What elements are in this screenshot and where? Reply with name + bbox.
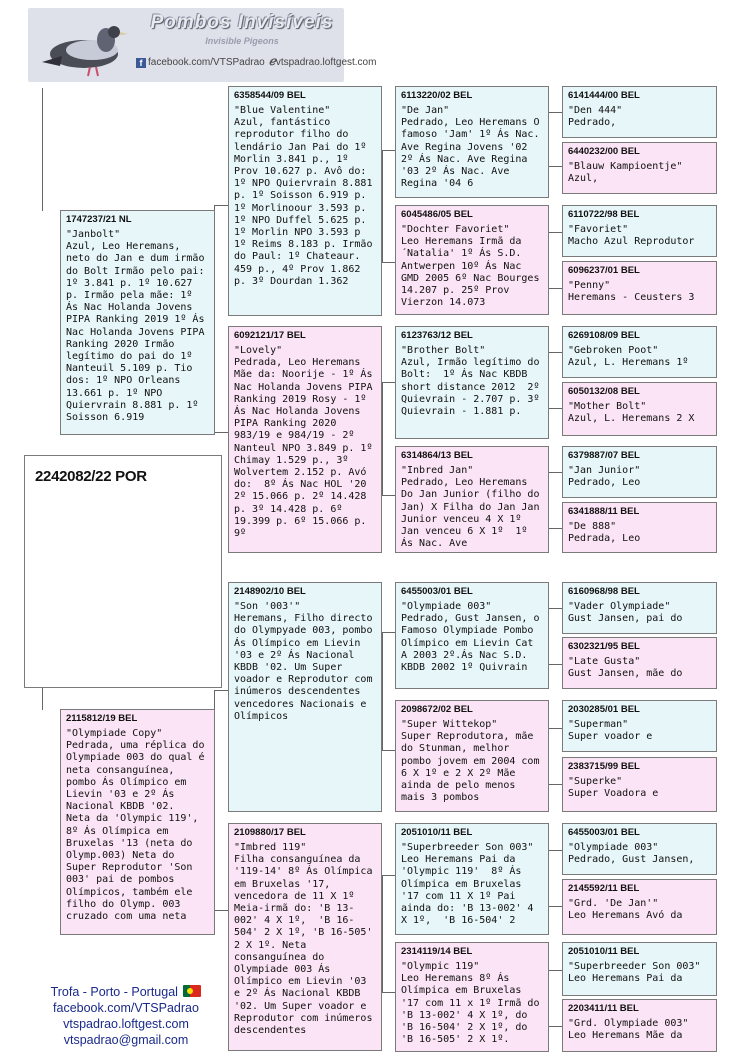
- gen4-box: [562, 582, 717, 634]
- pigeon-description: "Gebroken Poot" Azul, L. Heremans 1º: [568, 345, 689, 369]
- pigeon-ring: 6092121/17 BEL: [234, 330, 306, 341]
- pigeon-description: "De 888" Pedrada, Leo: [568, 521, 641, 545]
- pigeon-ring: 6341888/11 BEL: [568, 506, 640, 517]
- pigeon-ring: 6302321/95 BEL: [568, 641, 640, 652]
- pigeon-ring: 6455003/01 BEL: [401, 586, 473, 597]
- footer-location: Trofa - Porto - Portugal: [50, 985, 178, 999]
- footer-facebook-link[interactable]: facebook.com/VTSPadrao: [53, 1001, 199, 1015]
- pigeon-description: "Vader Olympiade" Gust Jansen, pai do: [568, 601, 683, 625]
- gen4-box: [562, 326, 717, 378]
- pigeon-ring: 6045486/05 BEL: [401, 209, 473, 220]
- pigeon-description: "Imbred 119" Filha consanguínea da '119-14' 8º Ás Olímpica em Bruxelas '17, vencedora de 11 X 1º Meia-irmã do: 'B 13-002' 4 X 1º, 'B 16-504' 2 X 1º, 'B 16-505' 2 X 1º. Neta consanguínea do Olympiade 003 Ás Olímpico em Lievin '03 e 2º Ás Nacional KBDB '02. Um Super voador e Reprodutor com inúmeros descendentes: [234, 842, 373, 1037]
- gen4-box: [562, 142, 717, 194]
- gen3-box: [395, 700, 549, 812]
- pigeon-ring: 2148902/10 BEL: [234, 586, 306, 597]
- pigeon-description: "Penny" Heremans - Ceusters 3: [568, 280, 695, 304]
- pigeon-description: "Favoriet" Macho Azul Reprodutor: [568, 224, 695, 248]
- gen4-box: [562, 86, 717, 138]
- gen3-box: [395, 205, 549, 315]
- pigeon-ring: 2109880/17 BEL: [234, 827, 306, 838]
- pigeon-ring: 2145592/11 BEL: [568, 883, 640, 894]
- pigeon-ring: 6358544/09 BEL: [234, 90, 306, 101]
- pigeon-ring: 6455003/01 BEL: [568, 827, 640, 838]
- pigeon-ring: 6269108/09 BEL: [568, 330, 640, 341]
- pigeon-description: "Olympiade 003" Pedrado, Gust Jansen,: [568, 842, 695, 866]
- gen3-box: [395, 446, 549, 553]
- facebook-icon: f: [136, 58, 146, 68]
- pigeon-description: "Blue Valentine" Azul, fantástico reprodutor filho do lendário Jan Pai do 1º Morlin 3.841 p., 1º Prov 10.627 p. Avô do: 1º NPO Quiervrain 8.881 p. 1º Soisson 6.919 p. 1º Morlinoour 3.593 p. 1º NPO Duffel 5.625 p. 1º Morlin NPO 3.593 p 1º Reims 8.183 p. Irmão do Paul: 1º Chateaur. 459 p., 4º Prov 1.862 p. 3º Dourdan 1.362: [234, 105, 373, 287]
- gen4-box: [562, 700, 717, 752]
- contact-footer: [28, 984, 224, 1048]
- footer-location-line: [28, 984, 224, 1000]
- pigeon-description: "Brother Bolt" Azul, Irmão legítimo do Bolt: 1º Ás Nac KBDB short distance 2012 2º Quievrain - 2.707 p. 3º Quievrain - 1.881 p.: [401, 345, 540, 418]
- gen4-box: [562, 205, 717, 257]
- pigeon-ring: 6113220/02 BEL: [401, 90, 473, 101]
- pigeon-logo: [32, 12, 136, 80]
- gen2-box: [228, 823, 382, 1051]
- subject-ring: 2242082/22 POR: [35, 468, 147, 485]
- pigeon-description: "Son '003'" Heremans, Filho directo do Olympyade 003, pombo Ás Olímpico em Lievin '03 e 2º Ás Nacional KBDB '02. Um Super voador e Reprodutor com inúmeros descendentes vencedores Nacionais e Olímpicos: [234, 601, 373, 722]
- gen3-box: [395, 823, 549, 935]
- pigeon-ring: 6096237/01 BEL: [568, 265, 640, 276]
- pigeon-ring: 2051010/11 BEL: [568, 946, 640, 957]
- banner-subtitle: Invisible Pigeons: [205, 36, 279, 46]
- pigeon-ring: 2115812/19 BEL: [66, 713, 138, 724]
- gen4-box: [562, 879, 717, 935]
- pigeon-description: "De Jan" Pedrado, Leo Heremans O famoso 'Jam' 1º Ás Nac. Ave Regina Jovens '02 2º Ás Nac. Ave Regina '03 2º Ás Nac. Ave Regina '04 6: [401, 105, 540, 190]
- pigeon-ring: 6050132/08 BEL: [568, 386, 640, 397]
- pigeon-ring: 2383715/99 BEL: [568, 761, 640, 772]
- gen3-box: [395, 942, 549, 1052]
- pigeon-description: "Lovely" Pedrada, Leo Heremans Mãe da: Noorije - 1º Ás Nac Holanda Jovens PIPA Ranking 2019 Rosy - 1º Ás Nac Holanda Jovens PIPA Ranking 2020 983/19 e 984/19 - 2º Nanteul NPO 3.849 p. 1º Chimay 1.529 p., 3º Wolvertem 2.152 p. Avó do: 8º Ás Nac HOL '20 2º 15.066 p. 2º 14.428 p. 3º 14.428 p. 6º 19.399 p. 6º 15.066 p. 9º: [234, 345, 373, 540]
- gen2-box: [228, 582, 382, 812]
- pigeon-description: "Superke" Super Voadora e: [568, 776, 659, 800]
- dam-box: [60, 709, 215, 935]
- pigeon-ring: 2098672/02 BEL: [401, 704, 473, 715]
- gen2-box: [228, 326, 382, 553]
- pigeon-ring: 6379887/07 BEL: [568, 450, 640, 461]
- pigeon-description: "Super Wittekop" Super Reprodutora, mãe do Stunman, melhor pombo jovem em 2004 com 6 X 1º e 2 X 2º Mãe ainda de pelo menos mais 3 pombos: [401, 719, 540, 804]
- gen4-box: [562, 382, 717, 436]
- pigeon-description: "Superbreeder Son 003" Leo Heremans Pai da: [568, 961, 701, 985]
- pigeon-description: "Superman" Super voador e: [568, 719, 653, 743]
- pigeon-description: "Olympiade 003" Pedrado, Gust Jansen, o Famoso Olympiade Pombo Olímpico em Lievin Cat A 2003 2º.Ás Nac S.D. KBDB 2002 1º Quivrain: [401, 601, 540, 674]
- gen3-box: [395, 86, 549, 198]
- gen4-box: [562, 637, 717, 689]
- footer-email-link[interactable]: vtspadrao@gmail.com: [63, 1033, 189, 1047]
- pigeon-ring: 2051010/11 BEL: [401, 827, 473, 838]
- gen4-box: [562, 502, 717, 553]
- pigeon-ring: 6141444/00 BEL: [568, 90, 640, 101]
- pigeon-ring: 6440232/00 BEL: [568, 146, 640, 157]
- gen4-box: [562, 999, 717, 1052]
- banner-links: [136, 54, 377, 68]
- pigeon-ring: 6160968/98 BEL: [568, 586, 640, 597]
- pigeon-description: "Grd. Olympiade 003" Leo Heremans Mãe da: [568, 1018, 689, 1042]
- gen3-box: [395, 582, 549, 689]
- pigeon-description: "Olympiade Copy" Pedrada, uma réplica do Olympiade 003 do qual é neta consanguínea, pombo Ás Olímpico em Lievin '03 e 2º Ás Nacional KBDB '02. Neta da 'Olympic 119', 8º Ás Olímpica em Bruxelas '13 (neta do Olymp.003) Neta do Super Reprodutor 'Son 003' pai de pombos Olímpicos, também ele filho do Olymp. 003 cruzado com uma neta: [66, 728, 205, 923]
- pigeon-ring: 2030285/01 BEL: [568, 704, 640, 715]
- pigeon-ring: 1747237/21 NL: [66, 214, 132, 225]
- gen4-box: [562, 446, 717, 498]
- pigeon-description: "Mother Bolt" Azul, L. Heremans 2 X: [568, 401, 695, 425]
- header-banner: [28, 8, 377, 82]
- pigeon-description: "Den 444" Pedrado,: [568, 105, 623, 129]
- banner-site-link[interactable]: vtspadrao.loftgest.com: [275, 57, 377, 68]
- pigeon-description: "Inbred Jan" Pedrado, Leo Heremans Do Jan Junior (filho do Jan) X Filha do Jan Jan Junior venceu 4 X 1º Jan venceu 6 X 1º 1º Ás Nac. Ave: [401, 465, 540, 550]
- pigeon-ring: 6123763/12 BEL: [401, 330, 473, 341]
- gen4-box: [562, 757, 717, 812]
- pigeon-ring: 6314864/13 BEL: [401, 450, 473, 461]
- portugal-flag-icon: [183, 985, 201, 997]
- pigeon-description: "Olympic 119" Leo Heremans 8º Ás Olímpica em Bruxelas '17 com 11 x 1º Irmã do 'B 13-002' 4 X 1º, do 'B 16-504' 2 X 1º, do 'B 16-505' 2 X 1º.: [401, 961, 540, 1046]
- pigeon-ring: 2203411/11 BEL: [568, 1003, 639, 1014]
- gen4-box: [562, 823, 717, 875]
- pigeon-description: "Grd. 'De Jan'" Leo Heremans Avó da: [568, 898, 683, 922]
- pigeon-description: "Dochter Favoriet" Leo Heremans Irmã da ´Natalia' 1º Ás S.D. Antwerpen 10º Ás Nac GMD 2005 6º Nac Bourges 14.207 p. 25º Prov Vierzon 14.073: [401, 224, 540, 309]
- gen4-box: [562, 942, 717, 996]
- banner-facebook-link[interactable]: facebook.com/VTSPadrao: [148, 57, 265, 68]
- pigeon-description: "Late Gusta" Gust Jansen, mãe do: [568, 656, 683, 680]
- pigeon-description: "Superbreeder Son 003" Leo Heremans Pai da 'Olympic 119' 8º Ás Olímpica em Bruxelas '17 com 11 X 1º Pai ainda do: 'B 13-002' 4 X 1º, 'B 16-504' 2: [401, 842, 534, 927]
- sire-box: [60, 210, 215, 435]
- banner-title: Pombos Invisíveis: [150, 12, 334, 33]
- gen4-box: [562, 261, 717, 315]
- subject-box: [24, 455, 222, 688]
- e-logo-icon: ℯ: [268, 54, 276, 68]
- pigeon-description: "Jan Junior" Pedrado, Leo: [568, 465, 641, 489]
- pigeon-ring: 2314119/14 BEL: [401, 946, 473, 957]
- footer-site-link[interactable]: vtspadrao.loftgest.com: [63, 1017, 189, 1031]
- pigeon-description: "Janbolt" Azul, Leo Heremans, neto do Jan e dum irmão do Bolt Irmão pelo pai: 1º 3.841 p. 1º 10.627 p. Irmão pela mãe: 1º Ás Nac Holanda Jovens PIPA Ranking 2019 1º Ás Nac Holanda Jovens PIPA Ranking 2020 Irmão legítimo do pai do 1º Nanteuil 5.109 p. Tio dos: 1º NPO Orleans 13.661 p. 1º NPO Quiervrain 8.881 p. 1º Soisson 6.919: [66, 229, 205, 424]
- pigeon-description: "Blauw Kampioentje" Azul,: [568, 161, 683, 185]
- gen3-box: [395, 326, 549, 439]
- gen2-box: [228, 86, 382, 316]
- pigeon-ring: 6110722/98 BEL: [568, 209, 640, 220]
